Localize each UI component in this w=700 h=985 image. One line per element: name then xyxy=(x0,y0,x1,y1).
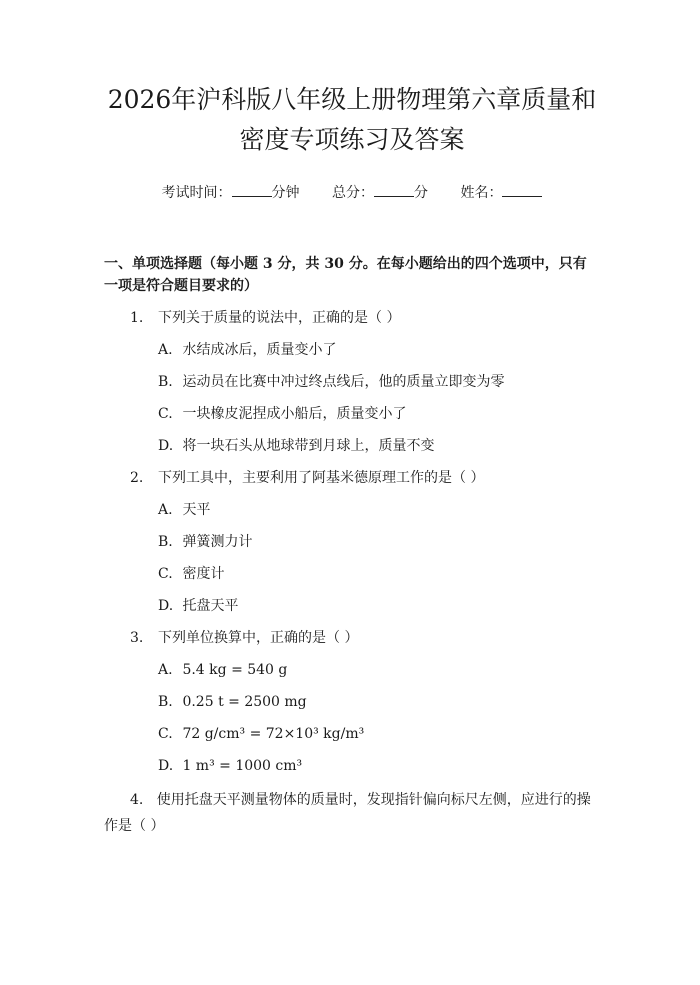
option-letter: A. xyxy=(158,342,173,358)
option-a xyxy=(158,339,600,361)
option-letter: C. xyxy=(158,566,173,582)
option-letter: C. xyxy=(158,406,173,422)
option-c xyxy=(158,403,600,425)
question-text: 使用托盘天平测量物体的质量时，发现指针偏向标尺左侧，应进行的操作是（ ） xyxy=(104,792,591,834)
option-c xyxy=(158,723,600,745)
option-text: 一块橡皮泥捏成小船后，质量变小了 xyxy=(182,406,407,422)
question-number: 3. xyxy=(130,630,144,646)
page-title: 2026年沪科版八年级上册物理第六章质量和密度专项练习及答案 xyxy=(107,85,597,154)
option-b xyxy=(158,691,600,713)
total-score-label: 总分： xyxy=(332,185,374,201)
option-d xyxy=(158,755,600,777)
option-c xyxy=(158,563,600,585)
option-text: 水结成冰后，质量变小了 xyxy=(182,342,337,358)
question-text: 下列工具中，主要利用了阿基米德原理工作的是（ ） xyxy=(158,470,485,486)
exam-time-blank xyxy=(232,182,272,197)
question-text: 下列关于质量的说法中，正确的是（ ） xyxy=(158,310,401,326)
question-number: 4. xyxy=(130,792,144,808)
question-2 xyxy=(104,467,600,617)
question-4 xyxy=(104,787,600,839)
option-letter: C. xyxy=(158,726,173,742)
option-b xyxy=(158,531,600,553)
option-letter: B. xyxy=(158,374,173,390)
option-text: 将一块石头从地球带到月球上，质量不变 xyxy=(182,438,435,454)
student-name-blank xyxy=(502,182,542,197)
option-letter: D. xyxy=(158,598,174,614)
option-list xyxy=(104,659,600,777)
option-text: 密度计 xyxy=(182,566,225,582)
option-text: 1 m³ = 1000 cm³ xyxy=(182,758,303,774)
option-list xyxy=(104,499,600,617)
student-name-label: 姓名： xyxy=(460,185,503,201)
option-text: 天平 xyxy=(182,502,211,518)
question-number: 2. xyxy=(130,470,144,486)
exam-time-label: 考试时间： xyxy=(161,185,232,201)
student-name-field xyxy=(460,185,542,201)
exam-time-unit: 分钟 xyxy=(271,185,300,201)
option-text: 72 g/cm³ = 72×10³ kg/m³ xyxy=(182,726,365,742)
total-score-field xyxy=(332,185,432,201)
option-list xyxy=(104,339,600,457)
option-letter: B. xyxy=(158,694,173,710)
exam-info-line xyxy=(104,182,600,203)
option-a xyxy=(158,659,600,681)
option-letter: D. xyxy=(158,438,174,454)
question-number: 1. xyxy=(130,310,144,326)
option-letter: A. xyxy=(158,662,173,678)
question-text: 下列单位换算中，正确的是（ ） xyxy=(158,630,359,646)
total-score-blank xyxy=(374,182,414,197)
option-d xyxy=(158,595,600,617)
option-letter: A. xyxy=(158,502,173,518)
section-heading: 一、单项选择题（每小题 3 分，共 30 分。在每小题给出的四个选项中，只有一项是符合题目要求的） xyxy=(104,256,587,294)
question-3 xyxy=(104,627,600,777)
option-text: 托盘天平 xyxy=(182,598,239,614)
option-a xyxy=(158,499,600,521)
question-1 xyxy=(104,307,600,457)
option-b xyxy=(158,371,600,393)
exam-time-field xyxy=(162,185,304,201)
total-score-unit: 分 xyxy=(414,185,428,201)
document-page xyxy=(0,80,700,985)
option-text: 0.25 t = 2500 mg xyxy=(182,694,307,710)
option-text: 弹簧测力计 xyxy=(182,534,253,550)
option-text: 运动员在比赛中冲过终点线后，他的质量立即变为零 xyxy=(182,374,505,390)
option-letter: D. xyxy=(158,758,174,774)
option-letter: B. xyxy=(158,534,173,550)
option-text: 5.4 kg = 540 g xyxy=(182,662,288,678)
option-d xyxy=(158,435,600,457)
